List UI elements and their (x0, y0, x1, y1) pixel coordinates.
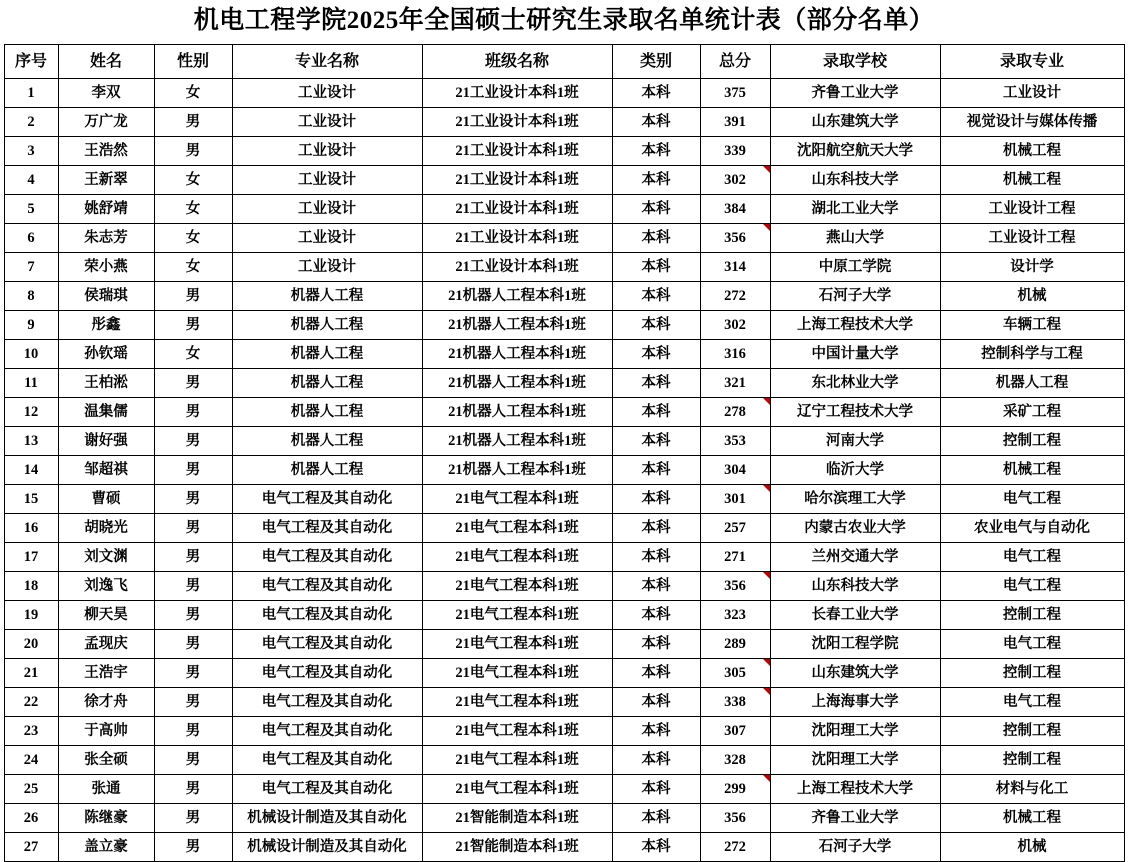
cell-gender: 男 (154, 426, 232, 455)
cell-major: 工业设计 (232, 223, 422, 252)
table-row (4, 745, 1124, 774)
cell-gender: 女 (154, 165, 232, 194)
cell-school: 内蒙古农业大学 (770, 513, 940, 542)
cell-school: 齐鲁工业大学 (770, 803, 940, 832)
cell-name: 温集儒 (58, 397, 154, 426)
table-row (4, 281, 1124, 310)
cell-category: 本科 (612, 571, 700, 600)
cell-major: 电气工程及其自动化 (232, 600, 422, 629)
cell-major: 电气工程及其自动化 (232, 687, 422, 716)
cell-new-major: 机械 (940, 832, 1124, 861)
cell-category: 本科 (612, 687, 700, 716)
cell-class: 21机器人工程本科1班 (422, 397, 612, 426)
cell-gender: 男 (154, 397, 232, 426)
cell-major: 机器人工程 (232, 339, 422, 368)
cell-school: 石河子大学 (770, 832, 940, 861)
cell-gender: 男 (154, 571, 232, 600)
cell-total-score: 375 (700, 78, 770, 107)
cell-index: 16 (4, 513, 58, 542)
cell-school: 沈阳工程学院 (770, 629, 940, 658)
cell-new-major: 机械工程 (940, 803, 1124, 832)
cell-school: 齐鲁工业大学 (770, 78, 940, 107)
cell-total-score: 301 (700, 484, 770, 513)
cell-category: 本科 (612, 397, 700, 426)
cell-name: 荣小燕 (58, 252, 154, 281)
cell-class: 21智能制造本科1班 (422, 803, 612, 832)
cell-index: 23 (4, 716, 58, 745)
table-row (4, 368, 1124, 397)
cell-major: 电气工程及其自动化 (232, 513, 422, 542)
cell-total-score: 272 (700, 281, 770, 310)
cell-category: 本科 (612, 513, 700, 542)
cell-category: 本科 (612, 136, 700, 165)
cell-index: 1 (4, 78, 58, 107)
cell-name: 胡晓光 (58, 513, 154, 542)
cell-class: 21智能制造本科1班 (422, 832, 612, 861)
cell-index: 9 (4, 310, 58, 339)
column-header-category: 类别 (612, 44, 700, 78)
cell-gender: 男 (154, 629, 232, 658)
cell-school: 沈阳理工大学 (770, 716, 940, 745)
table-row (4, 455, 1124, 484)
cell-index: 11 (4, 368, 58, 397)
table-body (4, 78, 1124, 861)
cell-new-major: 电气工程 (940, 571, 1124, 600)
cell-index: 24 (4, 745, 58, 774)
cell-major: 机器人工程 (232, 310, 422, 339)
cell-class: 21电气工程本科1班 (422, 571, 612, 600)
cell-index: 5 (4, 194, 58, 223)
cell-name: 王柏淞 (58, 368, 154, 397)
cell-major: 机器人工程 (232, 426, 422, 455)
cell-class: 21电气工程本科1班 (422, 687, 612, 716)
cell-total-score: 321 (700, 368, 770, 397)
table-row (4, 629, 1124, 658)
cell-major: 电气工程及其自动化 (232, 774, 422, 803)
cell-name: 孟现庆 (58, 629, 154, 658)
cell-major: 机器人工程 (232, 368, 422, 397)
cell-name: 刘逸飞 (58, 571, 154, 600)
cell-class: 21工业设计本科1班 (422, 136, 612, 165)
cell-category: 本科 (612, 803, 700, 832)
cell-class: 21机器人工程本科1班 (422, 368, 612, 397)
cell-category: 本科 (612, 310, 700, 339)
table-row (4, 687, 1124, 716)
cell-name: 徐才舟 (58, 687, 154, 716)
cell-gender: 男 (154, 455, 232, 484)
cell-new-major: 机械 (940, 281, 1124, 310)
cell-new-major: 采矿工程 (940, 397, 1124, 426)
column-header-major: 专业名称 (232, 44, 422, 78)
cell-category: 本科 (612, 107, 700, 136)
table-row (4, 832, 1124, 861)
cell-new-major: 农业电气与自动化 (940, 513, 1124, 542)
cell-total-score: 323 (700, 600, 770, 629)
cell-school: 兰州交通大学 (770, 542, 940, 571)
cell-index: 2 (4, 107, 58, 136)
cell-school: 石河子大学 (770, 281, 940, 310)
cell-total-score: 353 (700, 426, 770, 455)
cell-major: 工业设计 (232, 252, 422, 281)
cell-new-major: 视觉设计与媒体传播 (940, 107, 1124, 136)
table-row (4, 571, 1124, 600)
cell-major: 电气工程及其自动化 (232, 484, 422, 513)
cell-major: 机械设计制造及其自动化 (232, 832, 422, 861)
table-row (4, 136, 1124, 165)
cell-new-major: 机器人工程 (940, 368, 1124, 397)
cell-class: 21电气工程本科1班 (422, 658, 612, 687)
cell-new-major: 电气工程 (940, 542, 1124, 571)
cell-name: 邹超祺 (58, 455, 154, 484)
cell-gender: 女 (154, 78, 232, 107)
cell-category: 本科 (612, 542, 700, 571)
cell-category: 本科 (612, 658, 700, 687)
cell-index: 7 (4, 252, 58, 281)
cell-total-score: 328 (700, 745, 770, 774)
cell-total-score: 272 (700, 832, 770, 861)
cell-class: 21机器人工程本科1班 (422, 455, 612, 484)
cell-gender: 男 (154, 310, 232, 339)
cell-school: 河南大学 (770, 426, 940, 455)
cell-new-major: 电气工程 (940, 687, 1124, 716)
table-row (4, 397, 1124, 426)
cell-category: 本科 (612, 774, 700, 803)
cell-new-major: 车辆工程 (940, 310, 1124, 339)
table-row (4, 803, 1124, 832)
cell-name: 张通 (58, 774, 154, 803)
cell-school: 长春工业大学 (770, 600, 940, 629)
cell-major: 电气工程及其自动化 (232, 716, 422, 745)
cell-school: 东北林业大学 (770, 368, 940, 397)
cell-class: 21电气工程本科1班 (422, 484, 612, 513)
cell-index: 6 (4, 223, 58, 252)
cell-school: 山东科技大学 (770, 165, 940, 194)
column-header-class: 班级名称 (422, 44, 612, 78)
cell-new-major: 工业设计工程 (940, 223, 1124, 252)
table-row (4, 600, 1124, 629)
cell-index: 25 (4, 774, 58, 803)
cell-class: 21机器人工程本科1班 (422, 426, 612, 455)
cell-total-score: 278 (700, 397, 770, 426)
cell-new-major: 机械工程 (940, 165, 1124, 194)
cell-index: 4 (4, 165, 58, 194)
cell-school: 山东建筑大学 (770, 107, 940, 136)
cell-school: 湖北工业大学 (770, 194, 940, 223)
table-row (4, 513, 1124, 542)
cell-gender: 男 (154, 716, 232, 745)
cell-class: 21工业设计本科1班 (422, 165, 612, 194)
cell-new-major: 工业设计工程 (940, 194, 1124, 223)
cell-gender: 男 (154, 600, 232, 629)
cell-major: 电气工程及其自动化 (232, 542, 422, 571)
cell-name: 刘文渊 (58, 542, 154, 571)
column-header-totalscore: 总分 (700, 44, 770, 78)
table-header-row (4, 44, 1124, 78)
cell-class: 21工业设计本科1班 (422, 107, 612, 136)
table-row (4, 107, 1124, 136)
cell-class: 21工业设计本科1班 (422, 78, 612, 107)
cell-new-major: 机械工程 (940, 455, 1124, 484)
cell-class: 21电气工程本科1班 (422, 745, 612, 774)
cell-class: 21机器人工程本科1班 (422, 339, 612, 368)
cell-school: 上海工程技术大学 (770, 774, 940, 803)
cell-category: 本科 (612, 716, 700, 745)
cell-new-major: 电气工程 (940, 484, 1124, 513)
cell-major: 电气工程及其自动化 (232, 571, 422, 600)
cell-category: 本科 (612, 281, 700, 310)
table-row (4, 339, 1124, 368)
column-header-school: 录取学校 (770, 44, 940, 78)
cell-major: 机械设计制造及其自动化 (232, 803, 422, 832)
cell-index: 18 (4, 571, 58, 600)
cell-total-score: 307 (700, 716, 770, 745)
cell-total-score: 289 (700, 629, 770, 658)
cell-total-score: 305 (700, 658, 770, 687)
cell-index: 8 (4, 281, 58, 310)
cell-index: 14 (4, 455, 58, 484)
cell-class: 21机器人工程本科1班 (422, 281, 612, 310)
cell-name: 彤鑫 (58, 310, 154, 339)
column-header-newmajor: 录取专业 (940, 44, 1124, 78)
cell-name: 谢好强 (58, 426, 154, 455)
cell-index: 26 (4, 803, 58, 832)
cell-class: 21电气工程本科1班 (422, 716, 612, 745)
cell-category: 本科 (612, 629, 700, 658)
cell-name: 万广龙 (58, 107, 154, 136)
cell-total-score: 271 (700, 542, 770, 571)
cell-school: 上海工程技术大学 (770, 310, 940, 339)
cell-name: 朱志芳 (58, 223, 154, 252)
cell-new-major: 控制工程 (940, 658, 1124, 687)
cell-school: 沈阳航空航天大学 (770, 136, 940, 165)
admission-roster-table (4, 44, 1125, 862)
cell-name: 姚舒靖 (58, 194, 154, 223)
cell-school: 山东科技大学 (770, 571, 940, 600)
cell-gender: 男 (154, 484, 232, 513)
cell-major: 电气工程及其自动化 (232, 629, 422, 658)
cell-total-score: 314 (700, 252, 770, 281)
cell-gender: 男 (154, 513, 232, 542)
cell-school: 临沂大学 (770, 455, 940, 484)
table-row (4, 658, 1124, 687)
cell-gender: 女 (154, 223, 232, 252)
column-header-index: 序号 (4, 44, 58, 78)
cell-index: 10 (4, 339, 58, 368)
cell-category: 本科 (612, 165, 700, 194)
cell-class: 21电气工程本科1班 (422, 542, 612, 571)
table-row (4, 223, 1124, 252)
table-row (4, 426, 1124, 455)
cell-gender: 男 (154, 368, 232, 397)
cell-gender: 男 (154, 745, 232, 774)
cell-class: 21工业设计本科1班 (422, 252, 612, 281)
cell-class: 21机器人工程本科1班 (422, 310, 612, 339)
cell-total-score: 316 (700, 339, 770, 368)
cell-school: 哈尔滨理工大学 (770, 484, 940, 513)
cell-new-major: 控制工程 (940, 600, 1124, 629)
cell-index: 3 (4, 136, 58, 165)
cell-name: 柳天昊 (58, 600, 154, 629)
cell-total-score: 356 (700, 571, 770, 600)
cell-name: 孙钦瑶 (58, 339, 154, 368)
cell-name: 王浩然 (58, 136, 154, 165)
cell-total-score: 391 (700, 107, 770, 136)
cell-name: 李双 (58, 78, 154, 107)
cell-category: 本科 (612, 339, 700, 368)
cell-total-score: 304 (700, 455, 770, 484)
cell-total-score: 384 (700, 194, 770, 223)
cell-new-major: 控制工程 (940, 745, 1124, 774)
column-header-name: 姓名 (58, 44, 154, 78)
cell-new-major: 电气工程 (940, 629, 1124, 658)
page-title: 机电工程学院2025年全国硕士研究生录取名单统计表（部分名单） (193, 7, 935, 34)
cell-category: 本科 (612, 368, 700, 397)
cell-gender: 男 (154, 136, 232, 165)
cell-school: 中国计量大学 (770, 339, 940, 368)
table-row (4, 484, 1124, 513)
cell-class: 21工业设计本科1班 (422, 194, 612, 223)
cell-category: 本科 (612, 600, 700, 629)
cell-new-major: 设计学 (940, 252, 1124, 281)
cell-major: 工业设计 (232, 136, 422, 165)
cell-index: 22 (4, 687, 58, 716)
cell-gender: 男 (154, 774, 232, 803)
cell-school: 上海海事大学 (770, 687, 940, 716)
cell-name: 王浩宇 (58, 658, 154, 687)
cell-total-score: 356 (700, 223, 770, 252)
cell-name: 于高帅 (58, 716, 154, 745)
cell-name: 侯瑞琪 (58, 281, 154, 310)
cell-category: 本科 (612, 78, 700, 107)
cell-major: 工业设计 (232, 194, 422, 223)
cell-gender: 男 (154, 107, 232, 136)
cell-index: 12 (4, 397, 58, 426)
cell-category: 本科 (612, 455, 700, 484)
cell-major: 工业设计 (232, 78, 422, 107)
cell-gender: 男 (154, 687, 232, 716)
cell-category: 本科 (612, 223, 700, 252)
cell-index: 17 (4, 542, 58, 571)
table-row (4, 774, 1124, 803)
cell-category: 本科 (612, 252, 700, 281)
cell-major: 机器人工程 (232, 455, 422, 484)
table-row (4, 165, 1124, 194)
cell-index: 19 (4, 600, 58, 629)
cell-gender: 女 (154, 252, 232, 281)
cell-total-score: 339 (700, 136, 770, 165)
cell-index: 20 (4, 629, 58, 658)
cell-new-major: 机械工程 (940, 136, 1124, 165)
cell-class: 21工业设计本科1班 (422, 223, 612, 252)
cell-gender: 男 (154, 542, 232, 571)
cell-category: 本科 (612, 484, 700, 513)
table-row (4, 78, 1124, 107)
cell-name: 张全硕 (58, 745, 154, 774)
cell-index: 15 (4, 484, 58, 513)
cell-class: 21电气工程本科1班 (422, 600, 612, 629)
cell-school: 山东建筑大学 (770, 658, 940, 687)
cell-new-major: 材料与化工 (940, 774, 1124, 803)
cell-new-major: 控制科学与工程 (940, 339, 1124, 368)
cell-category: 本科 (612, 832, 700, 861)
cell-name: 曹硕 (58, 484, 154, 513)
table-row (4, 716, 1124, 745)
cell-new-major: 工业设计 (940, 78, 1124, 107)
cell-total-score: 338 (700, 687, 770, 716)
cell-gender: 男 (154, 658, 232, 687)
cell-total-score: 356 (700, 803, 770, 832)
column-header-gender: 性别 (154, 44, 232, 78)
cell-total-score: 257 (700, 513, 770, 542)
cell-major: 机器人工程 (232, 397, 422, 426)
table-row (4, 542, 1124, 571)
cell-category: 本科 (612, 194, 700, 223)
cell-gender: 男 (154, 803, 232, 832)
cell-gender: 男 (154, 832, 232, 861)
cell-major: 电气工程及其自动化 (232, 658, 422, 687)
cell-school: 中原工学院 (770, 252, 940, 281)
cell-major: 工业设计 (232, 107, 422, 136)
cell-category: 本科 (612, 745, 700, 774)
cell-name: 陈继豪 (58, 803, 154, 832)
cell-total-score: 299 (700, 774, 770, 803)
cell-class: 21电气工程本科1班 (422, 513, 612, 542)
cell-gender: 女 (154, 194, 232, 223)
table-row (4, 194, 1124, 223)
cell-major: 机器人工程 (232, 281, 422, 310)
cell-major: 工业设计 (232, 165, 422, 194)
cell-gender: 女 (154, 339, 232, 368)
cell-class: 21电气工程本科1班 (422, 774, 612, 803)
cell-school: 辽宁工程技术大学 (770, 397, 940, 426)
cell-index: 27 (4, 832, 58, 861)
cell-name: 盖立豪 (58, 832, 154, 861)
cell-school: 沈阳理工大学 (770, 745, 940, 774)
cell-school: 燕山大学 (770, 223, 940, 252)
table-row (4, 310, 1124, 339)
cell-major: 电气工程及其自动化 (232, 745, 422, 774)
table-row (4, 252, 1124, 281)
cell-total-score: 302 (700, 165, 770, 194)
cell-index: 21 (4, 658, 58, 687)
cell-new-major: 控制工程 (940, 716, 1124, 745)
cell-gender: 男 (154, 281, 232, 310)
cell-index: 13 (4, 426, 58, 455)
cell-class: 21电气工程本科1班 (422, 629, 612, 658)
cell-category: 本科 (612, 426, 700, 455)
cell-total-score: 302 (700, 310, 770, 339)
cell-name: 王新翠 (58, 165, 154, 194)
cell-new-major: 控制工程 (940, 426, 1124, 455)
